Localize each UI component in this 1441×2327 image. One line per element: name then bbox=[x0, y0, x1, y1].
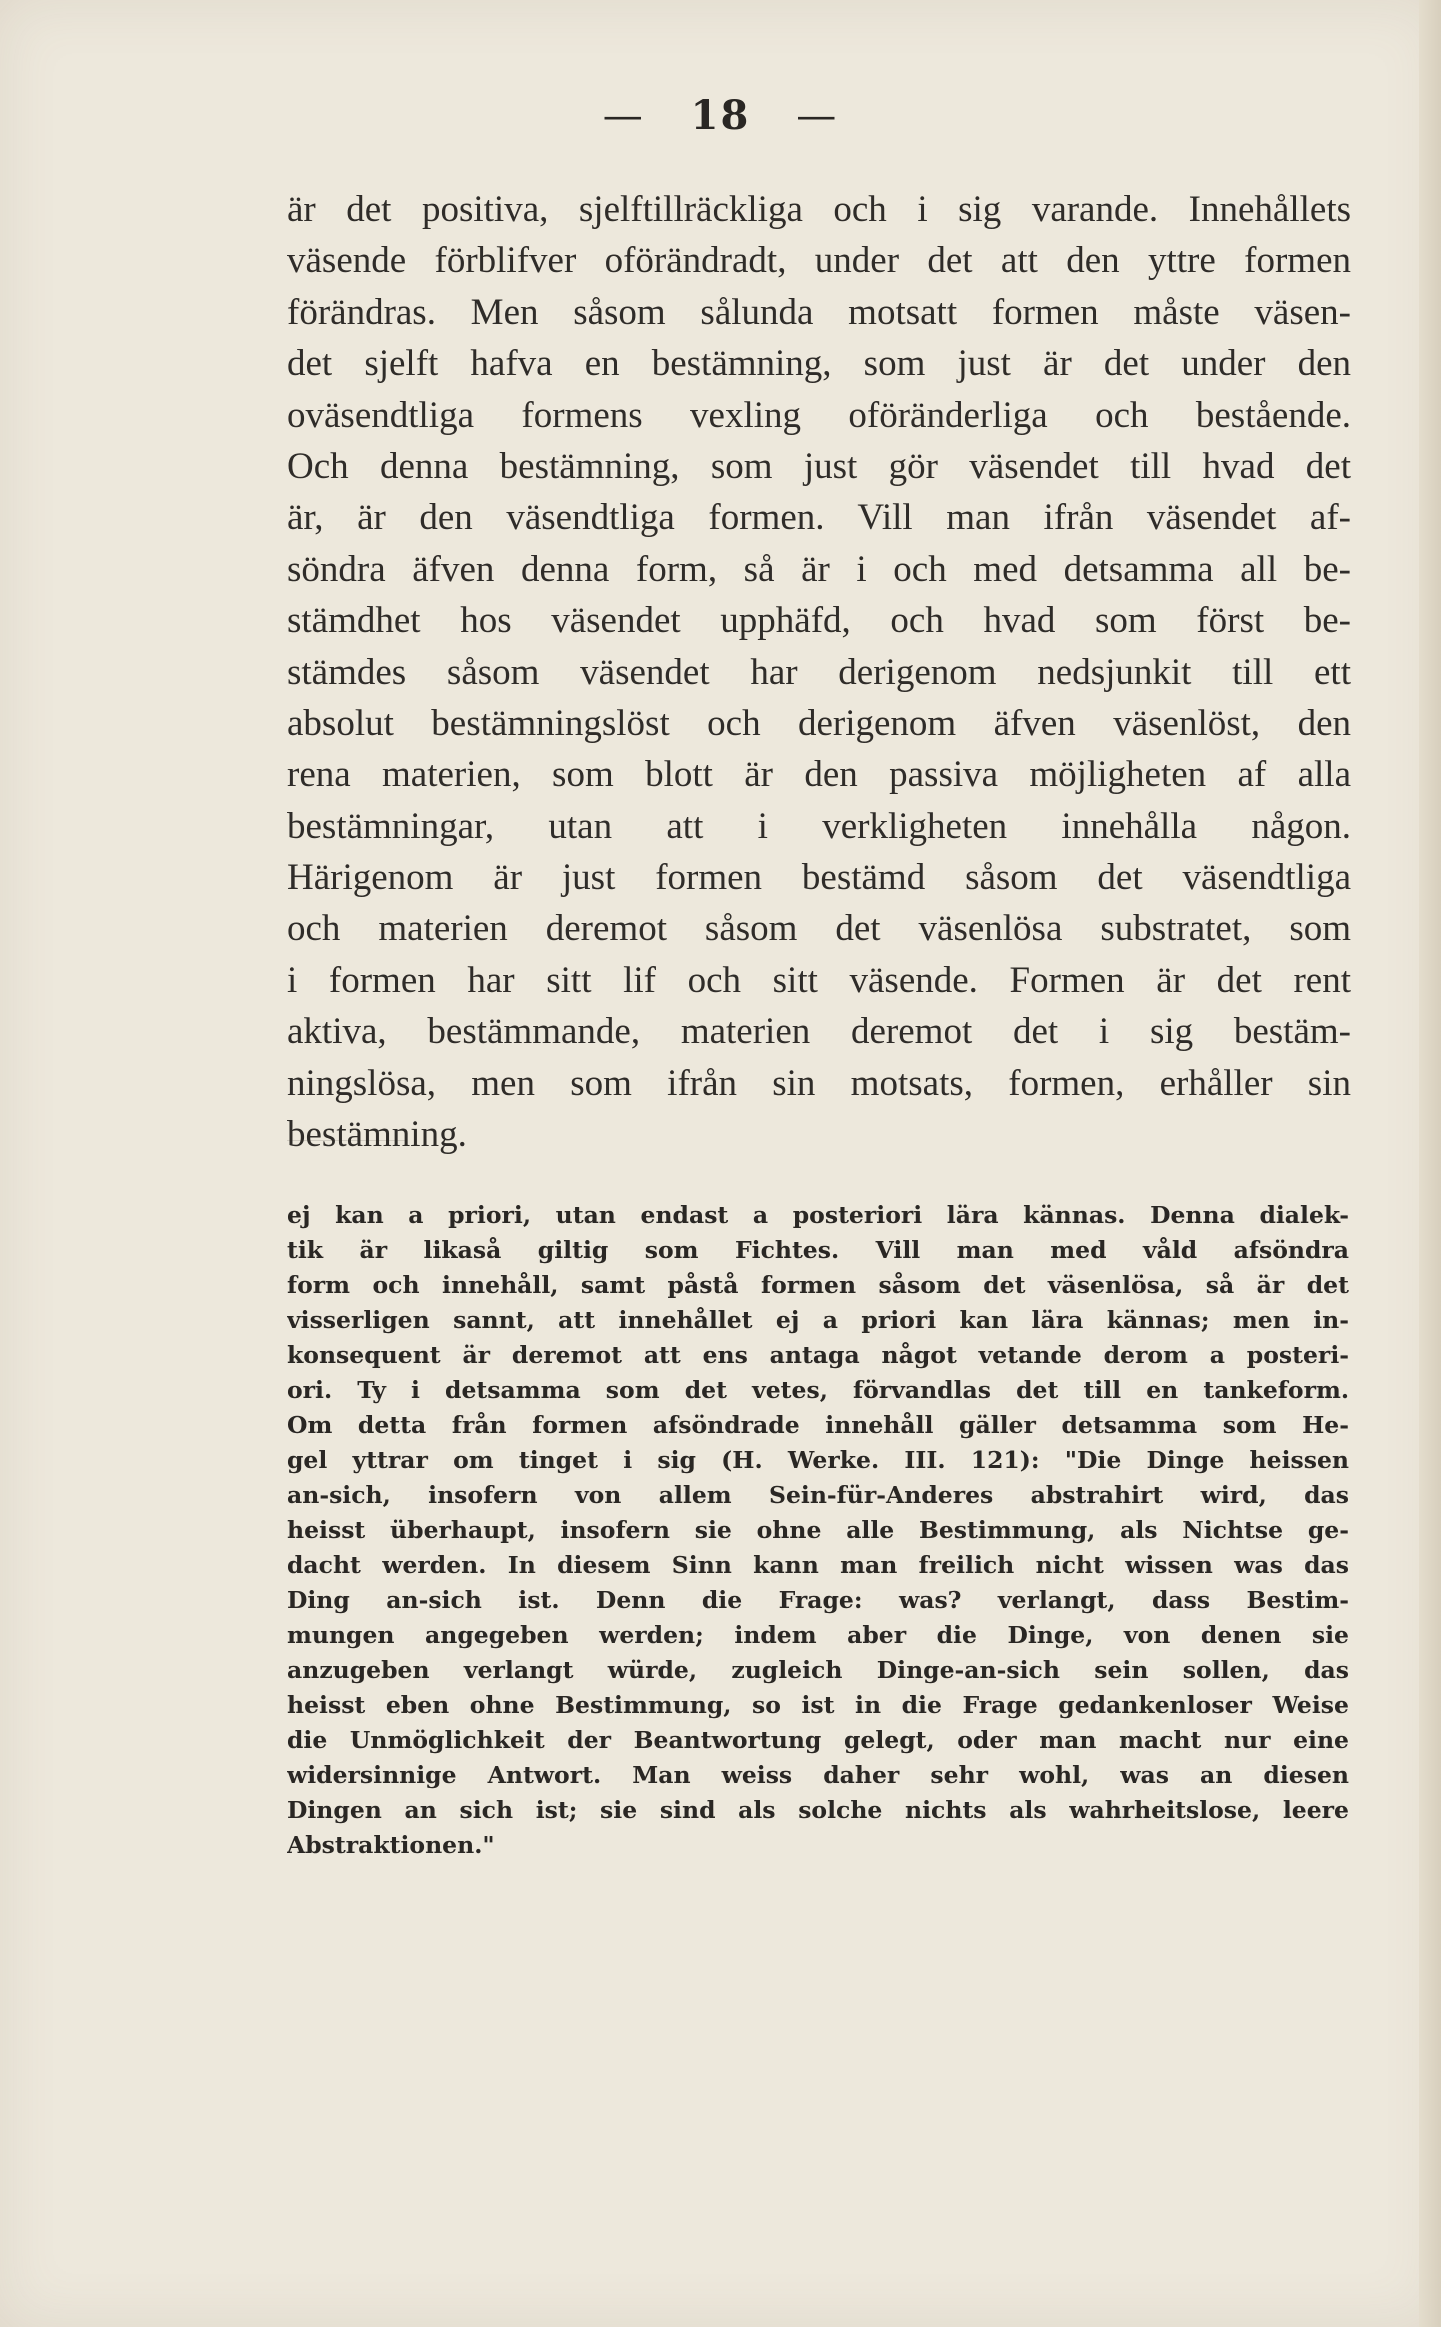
body-line: är, är den väsendtliga formen. Vill man ifrån väsendet af- bbox=[287, 497, 1351, 539]
footnote-line: Abstraktionen." bbox=[287, 1831, 495, 1859]
body-line: i formen har sitt lif och sitt väsende. Formen är det rent bbox=[287, 959, 1351, 1001]
footnote-line: gel yttrar om tinget i sig (H. Werke. III. 121): "Die Dinge heissen bbox=[287, 1446, 1349, 1474]
body-line: det sjelft hafva en bestämning, som just är det under den bbox=[287, 343, 1351, 385]
body-line: söndra äfven denna form, så är i och med detsamma all be- bbox=[287, 548, 1351, 590]
header-dash-left: — bbox=[602, 93, 645, 139]
footnote-line: ej kan a priori, utan endast a posteriori lära kännas. Denna dialek- bbox=[287, 1201, 1349, 1229]
footnote-line: form och innehåll, samt påstå formen såsom det väsenlösa, så är det bbox=[287, 1271, 1349, 1299]
footnote-line: ori. Ty i detsamma som det vetes, förvandlas det till en tankeform. bbox=[287, 1376, 1349, 1404]
footnote-line: Om detta från formen afsöndrade innehåll gäller detsamma som He- bbox=[287, 1411, 1349, 1439]
body-line: ningslösa, men som ifrån sin motsats, formen, erhåller sin bbox=[287, 1062, 1351, 1104]
footnote-line: anzugeben verlangt würde, zugleich Dinge-an-sich sein sollen, das bbox=[287, 1656, 1349, 1684]
footnote bbox=[287, 1198, 1349, 1863]
footnote-line: Dingen an sich ist; sie sind als solche nichts als wahrheitslose, leere bbox=[287, 1796, 1349, 1824]
body-line: Och denna bestämning, som just gör väsendet till hvad det bbox=[287, 445, 1351, 487]
footnote-line: mungen angegeben werden; indem aber die Dinge, von denen sie bbox=[287, 1621, 1349, 1649]
footnote-line: visserligen sannt, att innehållet ej a priori kan lära kännas; men in- bbox=[287, 1306, 1349, 1334]
main-paragraph bbox=[287, 184, 1351, 1160]
body-line: rena materien, som blott är den passiva möjligheten af alla bbox=[287, 754, 1351, 796]
body-line: bestämning. bbox=[287, 1114, 467, 1156]
body-line: är det positiva, sjelftillräckliga och i sig varande. Innehållets bbox=[287, 189, 1351, 230]
body-line: aktiva, bestämmande, materien deremot det i sig bestäm- bbox=[287, 1011, 1351, 1053]
footnote-divider bbox=[287, 1140, 407, 1141]
body-line: absolut bestämningslöst och derigenom äfven väsenlöst, den bbox=[287, 702, 1351, 744]
footnote-line: heisst überhaupt, insofern sie ohne alle Bestimmung, als Nichtse ge- bbox=[287, 1516, 1349, 1544]
footnote-line: widersinnige Antwort. Man weiss daher sehr wohl, was an diesen bbox=[287, 1761, 1349, 1789]
page-number: 18 bbox=[690, 92, 751, 139]
footnote-line: tik är likaså giltig som Fichtes. Vill man med våld afsöndra bbox=[287, 1236, 1349, 1264]
body-line: förändras. Men såsom sålunda motsatt formen måste väsen- bbox=[287, 291, 1351, 333]
footnote-line: konsequent är deremot att ens antaga något vetande derom a posteri- bbox=[287, 1341, 1349, 1369]
footnote-line: dacht werden. In diesem Sinn kann man freilich nicht wissen was das bbox=[287, 1551, 1349, 1579]
body-line: Härigenom är just formen bestämd såsom det väsendtliga bbox=[287, 857, 1351, 899]
body-line: väsende förblifver oförändradt, under det att den yttre formen bbox=[287, 240, 1351, 282]
body-line: stämdes såsom väsendet har derigenom nedsjunkit till ett bbox=[287, 651, 1351, 693]
footnote-line: Ding an-sich ist. Denn die Frage: was? verlangt, dass Bestim- bbox=[287, 1586, 1349, 1614]
body-line: bestämningar, utan att i verkligheten innehålla någon. bbox=[287, 805, 1351, 847]
footnote-line: die Unmöglichkeit der Beantwortung gelegt, oder man macht nur eine bbox=[287, 1726, 1349, 1754]
footnote-line: heisst eben ohne Bestimmung, so ist in die Frage gedankenloser Weise bbox=[287, 1691, 1349, 1719]
body-line: stämdhet hos väsendet upphäfd, och hvad som först be- bbox=[287, 600, 1351, 642]
page-header bbox=[0, 92, 1441, 139]
body-line: oväsendtliga formens vexling oföränderliga och bestående. bbox=[287, 394, 1351, 436]
footnote-line: an-sich, insofern von allem Sein-für-Anderes abstrahirt wird, das bbox=[287, 1481, 1349, 1509]
header-dash-right: — bbox=[796, 93, 839, 139]
body-line: och materien deremot såsom det väsenlösa substratet, som bbox=[287, 908, 1351, 950]
page-edge bbox=[1419, 0, 1441, 2327]
